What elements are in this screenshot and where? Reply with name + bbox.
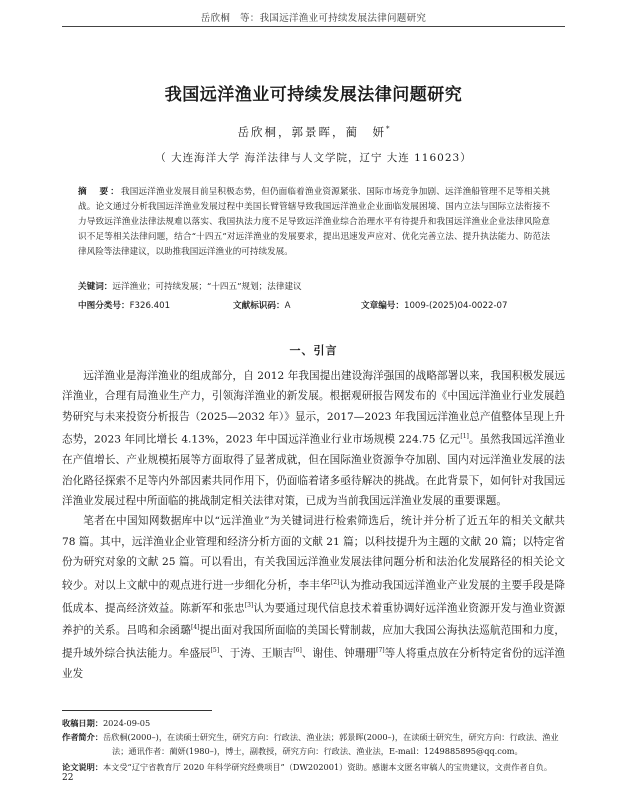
bio-label: 作者简介： xyxy=(62,732,103,742)
citation-3: [3] xyxy=(244,601,254,609)
footnotes xyxy=(62,716,565,774)
citation-5: [5] xyxy=(210,647,220,655)
keywords-label: 关键词： xyxy=(78,282,113,292)
clc-code xyxy=(78,299,170,311)
citation-6: [6] xyxy=(293,647,302,655)
doc-label: 文献标识码： xyxy=(233,301,285,311)
citation-1: [1] xyxy=(460,433,469,441)
abstract-text: 我国远洋渔业发展目前呈积极态势，但仍面临着渔业资源紧张、国际市场竞争加剧、远洋渔船管理不足等相关挑战。论文通过分析我国远洋渔业发展过程中美国长臂管辖导致我国远洋渔业企业面临发展困境、国内立法与国际立法衔接不力导致远洋渔业法律法规难以落实、我国执法力度不足导致远洋渔业综合治理水平有待提升和我国远洋渔业企业法律风险意识不足等相关法律问题，结合“十四五”对远洋渔业的发展要求，提出迅速发声应对、优化完善立法、提升执法能力、防范法律风险等法律建议，以助推我国远洋渔业的可持续发展。 xyxy=(78,187,550,257)
note-text: 本文受“辽宁省教育厅 2020 年科学研究经费项目”（DW202001）资助。感谢本文匿名审稿人的宝贵建议，文责作者自负。 xyxy=(102,762,553,772)
author-names: 岳欣桐，郭景晖，蔺 妍 xyxy=(237,125,386,139)
article-label: 文章编号： xyxy=(361,301,404,311)
abstract-label: 摘 要： xyxy=(78,187,122,197)
abstract xyxy=(78,185,550,260)
body-text xyxy=(62,366,565,685)
bio-text: 岳欣桐(2000–)，在读硕士研究生，研究方向：行政法、渔业法；郭景晖(2000–)，在读硕士研究生，研究方向：行政法、渔业法；通讯作者：蔺妍(1980–)，博士，副教授，研究方向：行政法、渔业法，E-mail：1249885895@qq.com。 xyxy=(102,732,559,756)
clc-value: F326.401 xyxy=(129,301,171,311)
funding-note xyxy=(62,760,565,774)
header-rule xyxy=(62,26,565,27)
received-value: 2024-09-05 xyxy=(102,718,151,728)
received-label: 收稿日期： xyxy=(62,718,103,728)
keywords-text: 远洋渔业；可持续发展；“十四五”规划；法律建议 xyxy=(112,282,302,292)
paragraph-2 xyxy=(62,511,565,684)
received-date xyxy=(62,716,565,730)
p1-tail: 。虽然我国远洋渔业在产值增长、产业规模拓展等方面取得了显著成就，但在国际渔业资源争夺加剧、国内对远洋渔业发展的法治化路径探索不足等内外部因素共同作用下，仍面临着诸多亟待解决的挑战。在此背景下，如何针对我国远洋渔业发展过程中所面临的挑战制定相关法律对策，已成为当前我国远洋渔业发展的重要课题。 xyxy=(62,433,565,507)
doc-value: A xyxy=(284,301,291,311)
author-line xyxy=(0,124,627,140)
doc-code xyxy=(233,299,290,311)
p2-text-e: 、于涛、王顺吉 xyxy=(219,647,294,660)
citation-4: [4] xyxy=(191,624,200,632)
footnote-rule xyxy=(62,710,212,711)
page-number: 22 xyxy=(62,773,74,783)
p2-text-c: 认为要通过现代信息技术着重协调好远洋渔业资源开发与渔业资源养护的关系。吕鸣和余函璐 xyxy=(62,602,565,637)
article-code xyxy=(361,299,507,311)
note-label: 论文说明： xyxy=(62,762,103,772)
section-heading: 一、引言 xyxy=(289,344,338,357)
clc-label: 中图分类号： xyxy=(78,301,130,311)
author-bio xyxy=(62,730,565,758)
p2-text-a: 笔者在中国知网数据库中以“远洋渔业”为关键词进行检索筛选后，统计并分析了近五年的相关文献共 78 篇。其中，远洋渔业企业管理和经济分析方面的文献 21 篇；以科技提升为主题的文献 20 篇；以特定省份为研究对象的文献 25 篇。可以看出，有关我国远洋渔业发展法律问题分析和法治化发展路径的相关论文较少。对以上文献中的观点进行进一步细化分析，李丰华 xyxy=(62,515,565,592)
p2-text-g: 等人将重点放在分析特定省份的远洋渔业发 xyxy=(62,647,566,681)
p2-text-b: 认为推动我国远洋渔业产业发展的主要手段是降低成本、提高经济效益。陈新军和张忠 xyxy=(62,579,565,615)
paragraph-1 xyxy=(62,366,565,511)
article-value: 1009-(2025)04-0022-07 xyxy=(403,301,508,311)
p2-text-f: 、谢佳、钟珊珊 xyxy=(301,647,377,660)
affiliation: （ 大连海洋大学 海洋法律与人文学院，辽宁 大连 116023） xyxy=(155,152,472,164)
p2-text-d: 提出面对我国所面临的美国长臂制裁，应加大我国公海执法巡航范围和力度，提升域外综合执法能力。牟盛辰 xyxy=(62,625,565,660)
citation-2: [2] xyxy=(330,578,340,586)
corresponding-mark: * xyxy=(386,125,390,134)
p1-text: 远洋渔业是海洋渔业的组成部分，自 2012 年我国提出建设海洋强国的战略部署以来，我国积极发展远洋渔业，合理有局渔业生产力，引领海洋渔业的新发展。根据观研报告网发布的《中国远洋渔业行业发展趋势研究与未来投资分析报告（2025—2032 年）》显示，2017—2023 年我国远洋渔业总产值整体呈现上升态势，2023 年同比增长 4.13%，2023 年中国远洋渔业行业市场规模 224.75 亿元 xyxy=(62,370,565,446)
citation-7: [7] xyxy=(376,647,385,655)
running-header: 岳欣桐 等：我国远洋渔业可持续发展法律问题研究 xyxy=(200,13,427,24)
keywords xyxy=(78,281,302,293)
paper-title: 我国远洋渔业可持续发展法律问题研究 xyxy=(164,85,463,105)
